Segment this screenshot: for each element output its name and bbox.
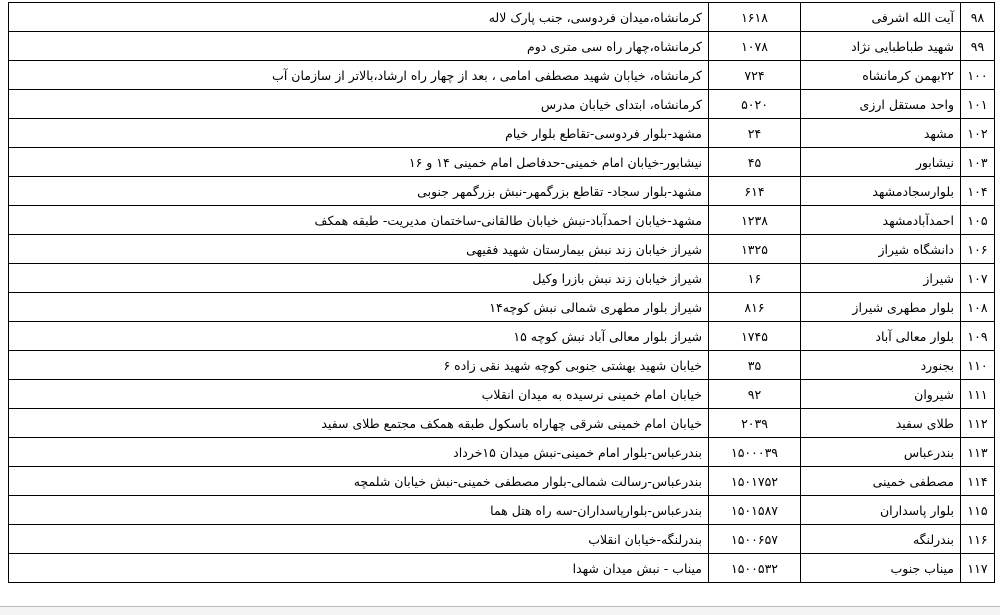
branch-code-cell: ۱۵۰۰۵۳۲ (709, 554, 801, 583)
branch-code-cell: ۴۵ (709, 148, 801, 177)
branch-name-cell: واحد مستقل ارزی (801, 90, 961, 119)
branch-address-cell: بندرعباس-بلوارپاسداران-سه راه هتل هما (9, 496, 709, 525)
branch-name-cell: احمدآبادمشهد (801, 206, 961, 235)
row-number-cell: ۱۱۵ (961, 496, 995, 525)
row-number-cell: ۱۰۴ (961, 177, 995, 206)
table-row (9, 496, 995, 525)
branch-code-cell: ۱۳۲۵ (709, 235, 801, 264)
table-row (9, 264, 995, 293)
branch-address-cell: نیشابور-خیابان امام خمینی-حدفاصل امام خمینی ۱۴ و ۱۶ (9, 148, 709, 177)
branch-address-cell: خیابان امام خمینی نرسیده به میدان انقلاب (9, 380, 709, 409)
branch-name-cell: بندرلنگه (801, 525, 961, 554)
branch-name-cell: بلوار مطهری شیراز (801, 293, 961, 322)
branch-code-cell: ۵۰۲۰ (709, 90, 801, 119)
row-number-cell: ۱۱۲ (961, 409, 995, 438)
branch-name-cell: میناب جنوب (801, 554, 961, 583)
branch-address-cell: کرمانشاه، خیابان شهید مصطفی امامی ، بعد از چهار راه ارشاد،بالاتر از سازمان آب (9, 61, 709, 90)
branch-name-cell: بندرعباس (801, 438, 961, 467)
branch-address-cell: کرمانشاه،چهار راه سی متری دوم (9, 32, 709, 61)
branch-name-cell: نیشابور (801, 148, 961, 177)
branch-address-cell: کرمانشاه، ابتدای خیابان مدرس (9, 90, 709, 119)
branch-address-cell: بندرلنگه-خیابان انقلاب (9, 525, 709, 554)
branch-address-cell: بندرعباس-بلوار امام خمینی-نبش میدان ۱۵خرداد (9, 438, 709, 467)
branch-address-cell: شیراز خیابان زند نبش بازرا وکیل (9, 264, 709, 293)
branch-address-cell: شیراز بلوار معالی آباد نبش کوچه ۱۵ (9, 322, 709, 351)
table-row (9, 438, 995, 467)
table-row (9, 525, 995, 554)
branch-name-cell: مصطفی خمینی (801, 467, 961, 496)
table-row (9, 3, 995, 32)
branch-code-cell: ۳۵ (709, 351, 801, 380)
branch-name-cell: شیروان (801, 380, 961, 409)
row-number-cell: ۱۰۶ (961, 235, 995, 264)
branch-address-cell: شیراز خیابان زند نبش بیمارستان شهید فقیهی (9, 235, 709, 264)
branch-address-cell: بندرعباس-رسالت شمالی-بلوار مصطفی خمینی-نبش خیابان شلمچه (9, 467, 709, 496)
branch-code-cell: ۱۲۳۸ (709, 206, 801, 235)
table-row (9, 32, 995, 61)
table-row (9, 119, 995, 148)
table-row (9, 206, 995, 235)
row-number-cell: ۹۹ (961, 32, 995, 61)
branch-address-cell: میناب - نبش میدان شهدا (9, 554, 709, 583)
table-row (9, 467, 995, 496)
table-row (9, 148, 995, 177)
branch-name-cell: دانشگاه شیراز (801, 235, 961, 264)
branch-code-cell: ۲۴ (709, 119, 801, 148)
row-number-cell: ۱۰۵ (961, 206, 995, 235)
branch-name-cell: بلوار معالی آباد (801, 322, 961, 351)
branch-name-cell: بلوارسجادمشهد (801, 177, 961, 206)
branch-address-cell: شیراز بلوار مطهری شمالی نبش کوچه۱۴ (9, 293, 709, 322)
branch-code-cell: ۱۶۱۸ (709, 3, 801, 32)
table-row (9, 177, 995, 206)
row-number-cell: ۱۰۷ (961, 264, 995, 293)
branch-address-cell: خیابان امام خمینی شرقی چهاراه باسکول طبقه همکف مجتمع طلای سفید (9, 409, 709, 438)
row-number-cell: ۱۱۰ (961, 351, 995, 380)
branch-address-cell: خیابان شهید بهشتی جنوبی کوچه شهید نقی زاده ۶ (9, 351, 709, 380)
branch-table-body (9, 3, 995, 583)
branch-address-cell: مشهد-بلوار فردوسی-تقاطع بلوار خیام (9, 119, 709, 148)
branch-address-cell: مشهد-بلوار سجاد- تقاطع بزرگمهر-نبش بزرگمهر جنوبی (9, 177, 709, 206)
branch-name-cell: ۲۲بهمن کرمانشاه (801, 61, 961, 90)
branch-name-cell: آیت الله اشرفی (801, 3, 961, 32)
row-number-cell: ۱۱۶ (961, 525, 995, 554)
branch-code-cell: ۶۱۴ (709, 177, 801, 206)
branch-code-cell: ۱۵۰۰۰۳۹ (709, 438, 801, 467)
row-number-cell: ۱۱۱ (961, 380, 995, 409)
branch-code-cell: ۱۷۴۵ (709, 322, 801, 351)
row-number-cell: ۱۰۹ (961, 322, 995, 351)
branch-name-cell: شیراز (801, 264, 961, 293)
branch-code-cell: ۲۰۳۹ (709, 409, 801, 438)
table-row (9, 380, 995, 409)
branch-code-cell: ۱۵۰۱۷۵۲ (709, 467, 801, 496)
branch-name-cell: شهید طباطبایی نژاد (801, 32, 961, 61)
branch-name-cell: مشهد (801, 119, 961, 148)
branch-table (8, 2, 995, 583)
branch-address-cell: کرمانشاه،میدان فردوسی، جنب پارک لاله (9, 3, 709, 32)
table-row (9, 235, 995, 264)
branch-name-cell: بجنورد (801, 351, 961, 380)
row-number-cell: ۹۸ (961, 3, 995, 32)
document-page (8, 2, 994, 583)
row-number-cell: ۱۰۰ (961, 61, 995, 90)
row-number-cell: ۱۰۲ (961, 119, 995, 148)
branch-code-cell: ۱۵۰۰۶۵۷ (709, 525, 801, 554)
table-row (9, 409, 995, 438)
row-number-cell: ۱۱۳ (961, 438, 995, 467)
table-row (9, 293, 995, 322)
branch-code-cell: ۱۵۰۱۵۸۷ (709, 496, 801, 525)
row-number-cell: ۱۰۱ (961, 90, 995, 119)
branch-code-cell: ۱۶ (709, 264, 801, 293)
row-number-cell: ۱۱۴ (961, 467, 995, 496)
table-row (9, 61, 995, 90)
branch-code-cell: ۸۱۶ (709, 293, 801, 322)
branch-code-cell: ۹۲ (709, 380, 801, 409)
row-number-cell: ۱۰۸ (961, 293, 995, 322)
branch-code-cell: ۷۲۴ (709, 61, 801, 90)
branch-name-cell: طلای سفید (801, 409, 961, 438)
table-row (9, 90, 995, 119)
branch-code-cell: ۱۰۷۸ (709, 32, 801, 61)
branch-name-cell: بلوار پاسداران (801, 496, 961, 525)
branch-address-cell: مشهد-خیابان احمدآباد-نبش خیابان طالقانی-ساختمان مدیریت- طبقه همکف (9, 206, 709, 235)
table-row (9, 554, 995, 583)
row-number-cell: ۱۱۷ (961, 554, 995, 583)
row-number-cell: ۱۰۳ (961, 148, 995, 177)
table-row (9, 351, 995, 380)
table-row (9, 322, 995, 351)
